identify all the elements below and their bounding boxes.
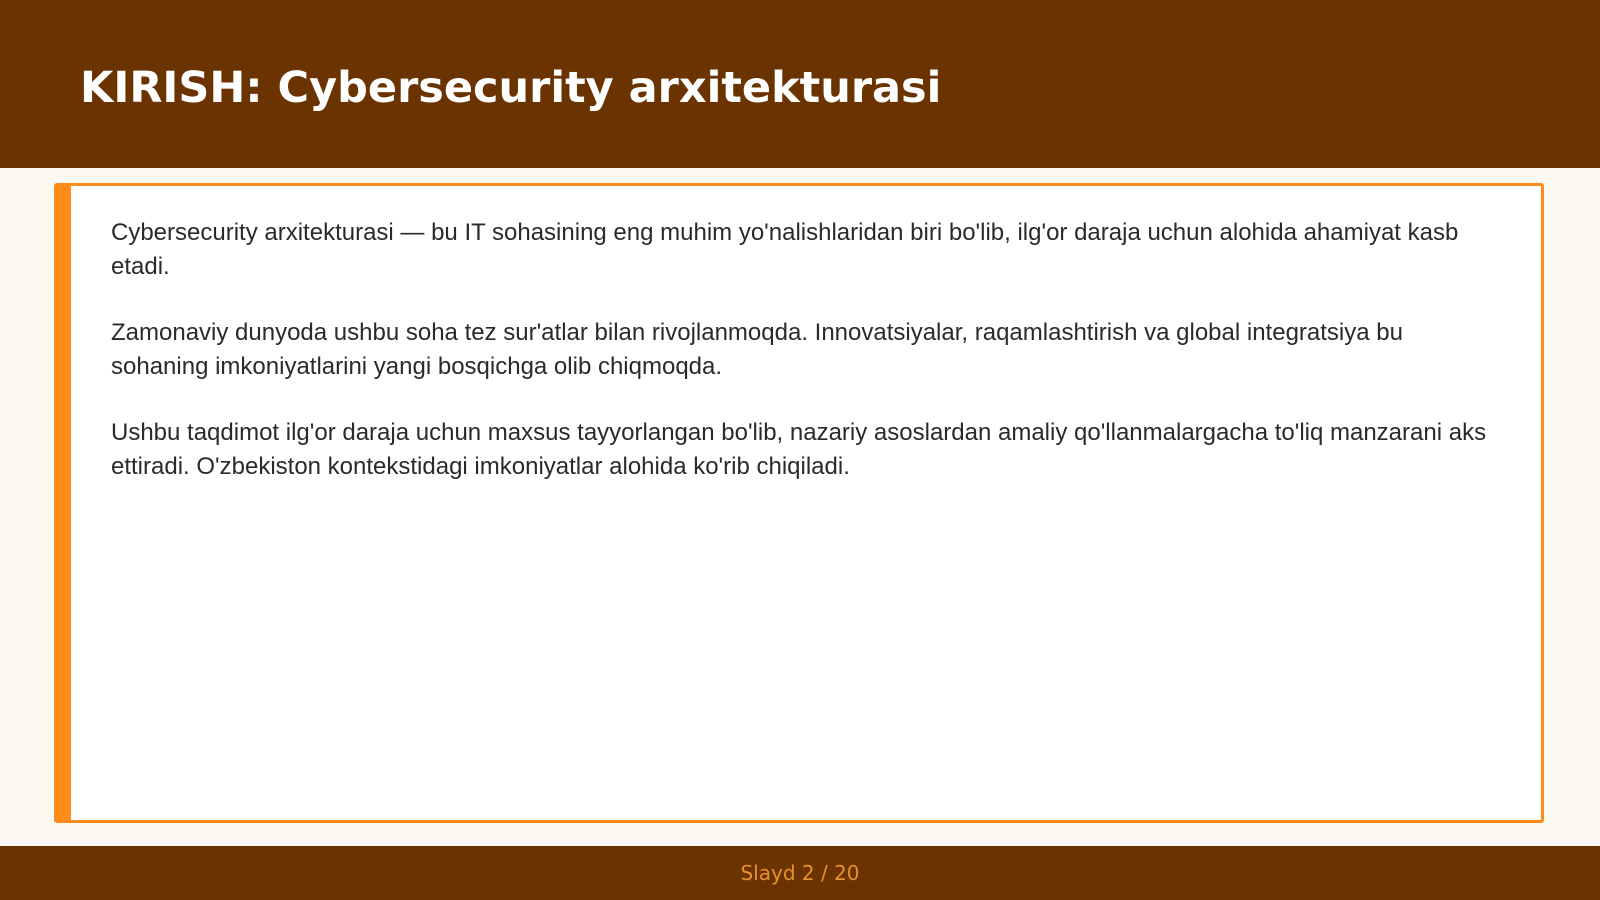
- paragraph-modern-world: Zamonaviy dunyoda ushbu soha tez sur'atlar bilan rivojlanmoqda. Innovatsiyalar, raqamlashtirish va global integratsiya bu sohaning imkoniyatlarini yangi bosqichga olib chiqmoqda.: [111, 319, 1403, 380]
- content-card: [54, 183, 1544, 823]
- slide-number: Slayd 2 / 20: [740, 861, 860, 885]
- paragraph-presentation-scope: Ushbu taqdimot ilg'or daraja uchun maxsus tayyorlangan bo'lib, nazariy asoslardan amaliy qo'llanmalargacha to'liq manzarani aks ettiradi. O'zbekiston kontekstidagi imkoniyatlar alohida ko'rib chiqiladi.: [111, 419, 1487, 480]
- content-body: [111, 216, 1491, 516]
- slide-header: [0, 0, 1600, 168]
- slide-footer: [0, 846, 1600, 900]
- paragraph-intro: Cybersecurity arxitekturasi — bu IT sohasining eng muhim yo'nalishlaridan biri bo'lib, ilg'or daraja uchun alohida ahamiyat kasb etadi.: [111, 219, 1459, 280]
- slide-title: KIRISH: Cybersecurity arxitekturasi: [80, 63, 942, 113]
